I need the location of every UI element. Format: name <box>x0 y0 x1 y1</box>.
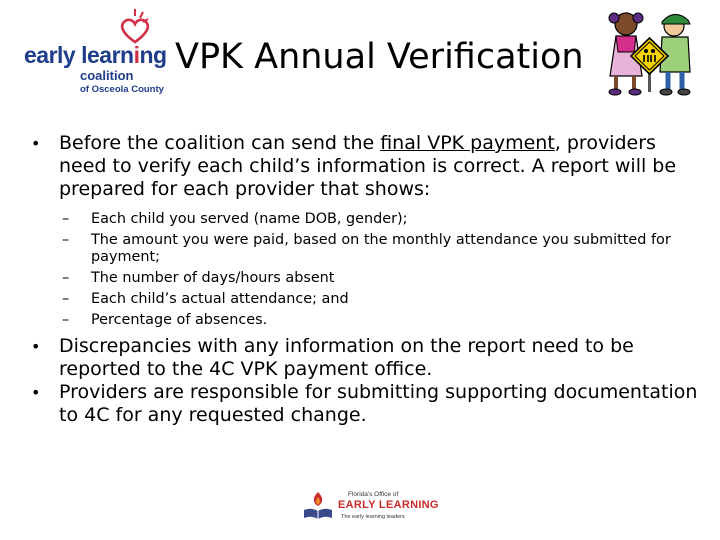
footer-logo-tagline: The early learning leaders <box>341 514 405 520</box>
children-with-crossing-sign-illustration <box>598 6 700 96</box>
bullet-final-payment: • Before the coalition can send the final VPK payment, providers need to verify each child’s information is correct. A report will be prepared for each provider that shows: <box>28 132 698 201</box>
logo-coalition-text: coalition <box>80 68 134 83</box>
sub-item-amount-paid: – The amount you were paid, based on the monthly attendance you submitted for payment; <box>62 232 671 266</box>
book-flame-icon <box>300 488 336 524</box>
logo-wordmark: early learning <box>24 42 167 68</box>
sub-item-days-absent: – The number of days/hours absent <box>62 270 671 287</box>
page-title: VPK Annual Verification <box>175 37 584 77</box>
logo-county-text: of Osceola County <box>80 84 164 95</box>
report-contents-sublist <box>28 211 698 329</box>
footer-logo-main-text: EARLY LEARNING <box>338 499 439 511</box>
sub-item-child-served: – Each child you served (name DOB, gender); <box>62 211 671 228</box>
office-of-early-learning-logo <box>300 488 439 524</box>
sub-item-percentage-absences: – Percentage of absences. <box>62 312 671 329</box>
sub-item-actual-attendance: – Each child’s actual attendance; and <box>62 291 671 308</box>
final-vpk-payment-text: final VPK payment <box>380 132 555 154</box>
bullet-providers-responsible: • Providers are responsible for submitting supporting documentation to 4C for any requested change. <box>28 381 698 427</box>
early-learning-coalition-logo <box>24 8 172 98</box>
footer-logo-top-text: Florida's Office of <box>348 491 399 498</box>
bullet-list <box>28 132 698 427</box>
heart-icon <box>118 8 152 46</box>
bullet-discrepancies: • Discrepancies with any information on the report need to be reported to the 4C VPK payment office. <box>28 335 698 381</box>
